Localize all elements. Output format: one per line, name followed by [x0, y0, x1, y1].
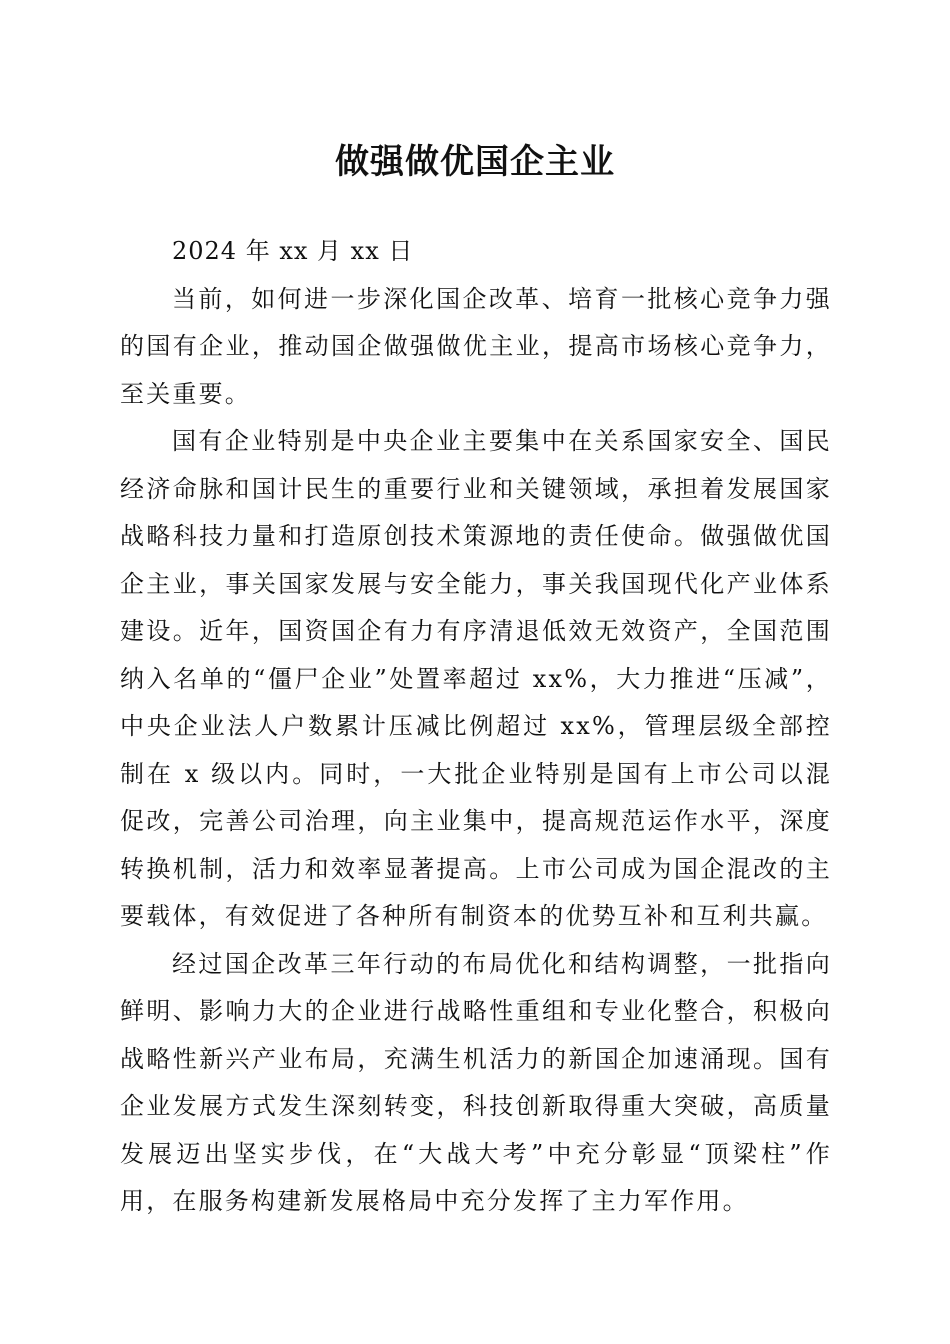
paragraph-2: 国有企业特别是中央企业主要集中在关系国家安全、国民经济命脉和国计民生的重要行业和关键领域，承担着发展国家战略科技力量和打造原创技术策源地的责任使命。做强做优国企主业，事关国家发展与安全能力，事关我国现代化产业体系建设。近年，国资国企有力有序清退低效无效资产，全国范围纳入名单的“僵尸企业”处置率超过 xx%，大力推进“压减”，中央企业法人户数累计压减比例超过 xx%，管理层级全部控制在 x 级以内。同时，一大批企业特别是国有上市公司以混促改，完善公司治理，向主业集中，提高规范运作水平，深度转换机制，活力和效率显著提高。上市公司成为国企混改的主要载体，有效促进了各种所有制资本的优势互补和互利共赢。: [120, 427, 832, 930]
document-date: 2024 年 xx 月 xx 日: [172, 237, 414, 265]
document-title: 做强做优国企主业: [335, 142, 615, 182]
paragraph-1: 当前，如何进一步深化国企改革、培育一批核心竞争力强的国有企业，推动国企做强做优主业，提高市场核心竞争力，至关重要。: [120, 284, 832, 408]
paragraph-3: 经过国企改革三年行动的布局优化和结构调整，一批指向鲜明、影响力大的企业进行战略性重组和专业化整合，积极向战略性新兴产业布局，充满生机活力的新国企加速涌现。国有企业发展方式发生深刻转变，科技创新取得重大突破，高质量发展迈出坚实步伐，在“大战大考”中充分彰显“顶梁柱”作用，在服务构建新发展格局中充分发挥了主力军作用。: [120, 949, 832, 1215]
document-body: [120, 228, 832, 1226]
